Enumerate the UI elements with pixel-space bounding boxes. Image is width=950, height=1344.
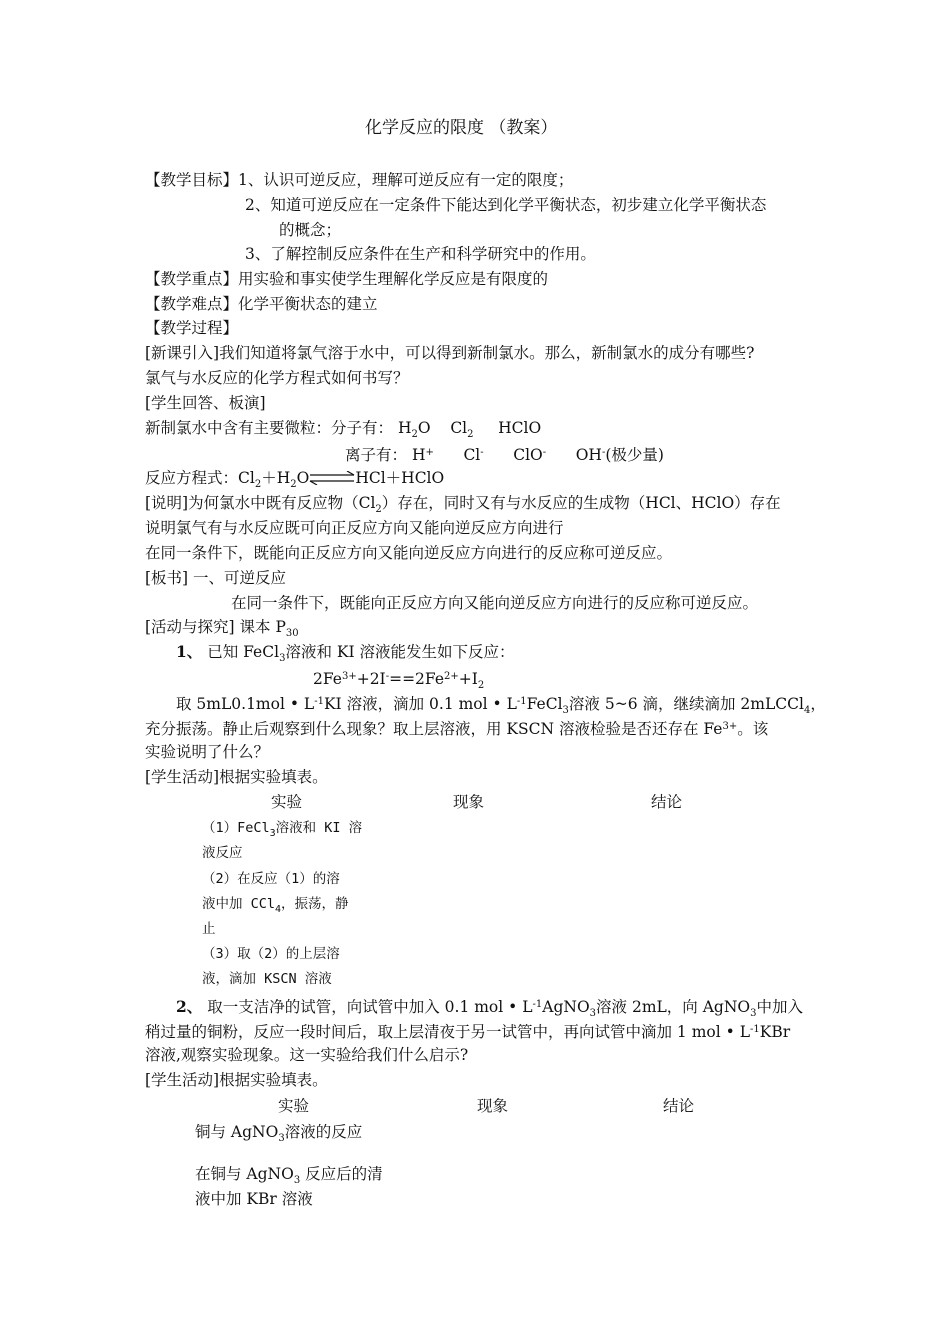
- difficulty-text: 化学平衡状态的建立: [238, 295, 378, 313]
- focus-text: 用实验和事实使学生理解化学反应是有限度的: [238, 270, 549, 288]
- exp1-equation: $2Fe^{3+}+2I^-==2Fe^{2+}+I_2$: [313, 670, 485, 691]
- goal-item-2-cont: 的概念；: [279, 221, 342, 239]
- ion-hplus: H+: [411, 446, 434, 464]
- difficulty-line: [145, 294, 378, 314]
- student-activity-1: [学生活动]根据实验填表。: [145, 768, 328, 786]
- table1-row1-line2: 液反应: [202, 845, 243, 861]
- table2-row2-line1: 在铜与 AgNO$_3$ 反应后的清: [195, 1165, 383, 1186]
- exp1-para-3: 实验说明了什么？: [145, 743, 270, 761]
- board-line-2: 在同一条件下，既能向正反应方向又能向逆反应方向进行的反应称可逆反应。: [231, 594, 759, 612]
- exp2-line-2: 稍过量的铜粉，反应一段时间后，取上层清夜于另一试管中，再向试管中滴加 1 mol • $L^{-1}KBr$: [145, 1023, 791, 1041]
- ion-clominus: ClO-: [513, 446, 547, 464]
- ion-ohminus: OH-(极少量): [575, 446, 664, 464]
- goals-line-1: [145, 170, 573, 190]
- table1-header-phenomenon: 现象: [453, 793, 485, 811]
- exp1-para-1: 取 5mL0.1mol • $L^{-1}KI$ 溶液，滴加 0.1 mol • $L^{-1}FeCl_3$溶液 5~6 滴，继续滴加 2mLCCl$_4$，: [176, 695, 826, 716]
- exp1-intro: 1、 已知 FeCl$_3$溶液和 KI 溶液能发生如下反应：: [176, 642, 515, 664]
- exp1-para-2: 充分振荡。静止后观察到什么现象？取上层溶液，用 KSCN 溶液检验是否还存在 $Fe^{3+}$。该: [145, 720, 769, 738]
- difficulty-label: 【教学难点】: [145, 295, 239, 313]
- goals-label: 【教学目标】: [145, 171, 239, 189]
- table2-row2-line2: 液中加 KBr 溶液: [195, 1190, 313, 1208]
- student-activity-2: [学生活动]根据实验填表。: [145, 1071, 328, 1089]
- composition-label: 新制氯水中含有主要微粒：: [145, 419, 332, 437]
- table2-row1: 铜与 AgNO$_3$溶液的反应: [195, 1123, 363, 1144]
- page-title: 化学反应的限度 （教案）: [365, 118, 558, 138]
- table2-header-experiment: 实验: [278, 1097, 310, 1115]
- explain-line-3: 在同一条件下，既能向正反应方向又能向逆反应方向进行的反应称可逆反应。: [145, 544, 673, 562]
- exp2-line-1: 2、 取一支洁净的试管，向试管中加入 0.1 mol • $L^{-1}AgNO_3$溶液 2mL，向 AgNO$_3$中加入: [176, 997, 804, 1019]
- table1-row2-line1: （2）在反应（1）的溶: [202, 871, 340, 887]
- molecules-label: 分子有：: [331, 419, 394, 437]
- table1-row3-line1: （3）取（2）的上层溶: [202, 946, 340, 962]
- formula-h2o: $H_2O$: [397, 419, 431, 440]
- ions-label: 离子有：: [345, 446, 408, 464]
- table1-row2-line3: 止: [202, 921, 216, 937]
- table2-header-conclusion: 结论: [663, 1097, 695, 1115]
- table1-row1-line1: （1）FeCl$_3$溶液和 KI 溶: [202, 820, 363, 839]
- activity-line: [活动与探究] 课本 $P_{30}$: [145, 618, 299, 639]
- table1-header-conclusion: 结论: [651, 793, 683, 811]
- table1-row3-line2: 液，滴加 KSCN 溶液: [202, 971, 332, 987]
- equation-label: 反应方程式：: [145, 469, 239, 487]
- goal-item-2: 2、知道可逆反应在一定条件下能达到化学平衡状态，初步建立化学平衡状态: [245, 196, 767, 214]
- process-label: 【教学过程】: [145, 319, 239, 337]
- goal-item-3: 3、了解控制反应条件在生产和科学研究中的作用。: [245, 245, 596, 263]
- formula-hclo: HClO: [498, 419, 542, 437]
- formula-cl2: $Cl_2$: [450, 419, 474, 440]
- goal-item-1: 1、认识可逆反应，理解可逆反应有一定的限度；: [238, 171, 574, 189]
- table2-header-phenomenon: 现象: [477, 1097, 509, 1115]
- board-line-1: [板书] 一、可逆反应: [145, 569, 287, 587]
- focus-line: [145, 269, 548, 289]
- intro-line-1: [新课引入]我们知道将氯气溶于水中，可以得到新制氯水。那么，新制氯水的成分有哪些?: [145, 344, 755, 362]
- composition-ions: [345, 443, 664, 465]
- table1-header-experiment: 实验: [271, 793, 303, 811]
- table1-row2-line2: 液中加 CCl$_4$，振荡，静: [202, 896, 349, 915]
- composition-molecules: [145, 418, 541, 445]
- intro-line-2: 氯气与水反应的化学方程式如何书写？: [145, 369, 409, 387]
- focus-label: 【教学重点】: [145, 270, 239, 288]
- ion-clminus: Cl-: [463, 446, 484, 464]
- explain-line-2: 说明氯气有与水反应既可向正反应方向又能向逆反应方向进行: [145, 519, 564, 537]
- student-answer: [学生回答、板演]: [145, 394, 266, 412]
- explain-line-1: [说明]为何氯水中既有反应物$(Cl_2)$存在，同时又有与水反应的生成物（HCl、HClO）存在: [145, 494, 781, 515]
- exp2-line-3: 溶液,观察实验现象。这一实验给我们什么启示?: [145, 1046, 469, 1064]
- reaction-equation: 反应方程式：$Cl_2+H_2O$ HCl＋HClO: [145, 469, 445, 490]
- reversible-arrow-icon: [309, 471, 355, 485]
